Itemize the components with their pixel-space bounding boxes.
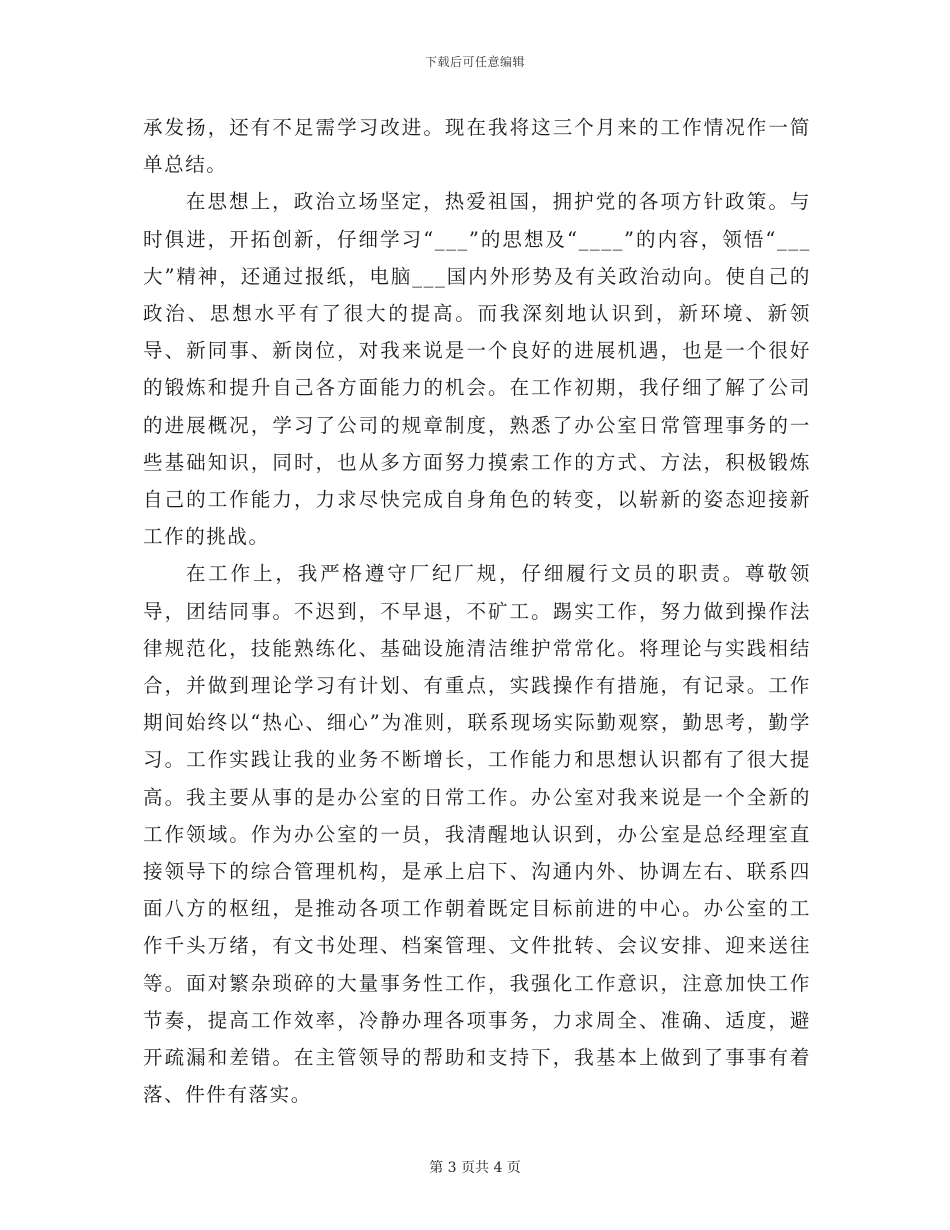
document-body [143,109,811,1113]
paragraph-ideology: 在思想上，政治立场坚定，热爱祖国，拥护党的各项方针政策。与时俱进，开拓创新，仔细学习“___”的思想及“____”的内容，领悟“___大”精神，还通过报纸，电脑___国内外形势及有关政治动向。使自己的政治、思想水平有了很大的提高。而我深刻地认识到，新环境、新领导、新同事、新岗位，对我来说是一个良好的进展机遇，也是一个很好的锻炼和提升自己各方面能力的机会。在工作初期，我仔细了解了公司的进展概况，学习了公司的规章制度，熟悉了办公室日常管理事务的一些基础知识，同时，也从多方面努力摸索工作的方式、方法，积极锻炼自己的工作能力，力求尽快完成自身角色的转变，以崭新的姿态迎接新工作的挑战。 [143,190,811,549]
page-footer: 第 3 页共 4 页 [429,1160,521,1176]
paragraph-work: 在工作上，我严格遵守厂纪厂规，仔细履行文员的职责。尊敬领导，团结同事。不迟到，不早退，不矿工。踢实工作，努力做到操作法律规范化，技能熟练化、基础设施清洁维护常常化。将理论与实践相结合，并做到理论学习有计划、有重点，实践操作有措施，有记录。工作期间始终以“热心、细心”为准则，联系现场实际勤观察，勤思考，勤学习。工作实践让我的业务不断增长，工作能力和思想认识都有了很大提高。我主要从事的是办公室的日常工作。办公室对我来说是一个全新的工作领域。作为办公室的一员，我清醒地认识到，办公室是总经理室直接领导下的综合管理机构，是承上启下、沟通内外、协调左右、联系四面八方的枢纽，是推动各项工作朝着既定目标前进的中心。办公室的工作千头万绪，有文书处理、档案管理、文件批转、会议安排、迎来送往等。面对繁杂琐碎的大量事务性工作，我强化工作意识，注意加快工作节奏，提高工作效率，冷静办理各项事务，力求周全、准确、适度，避开疏漏和差错。在主管领导的帮助和支持下，我基本上做到了事事有着落、件件有落实。 [143,562,811,1107]
paragraph-continuation: 承发扬，还有不足需学习改进。现在我将这三个月来的工作情况作一简单总结。 [143,116,811,177]
page-header: 下载后可任意编辑 [424,55,525,69]
